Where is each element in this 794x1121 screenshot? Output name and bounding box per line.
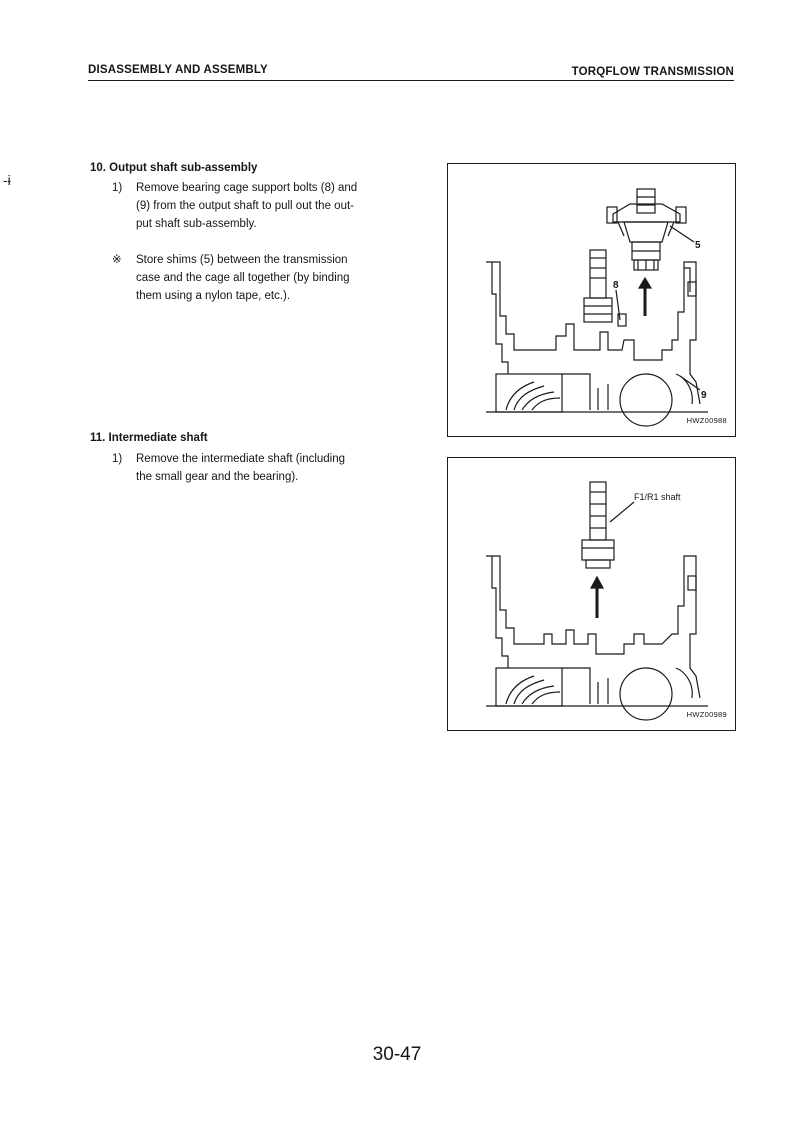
- step-text-line: (9) from the output shaft to pull out the out-: [136, 200, 354, 212]
- note-store-shims: [112, 251, 412, 307]
- section-title-intermediate-shaft: 11. Intermediate shaft: [90, 432, 208, 444]
- step-remove-bearing-cage-bolts: [112, 179, 412, 235]
- page-number: 30-47: [372, 1044, 422, 1065]
- note-text-line: case and the cage all together (by binding: [136, 272, 350, 284]
- margin-mark: -ɨ: [3, 172, 11, 188]
- figure-intermediate-shaft-removal: [447, 457, 736, 731]
- header-section-title: DISASSEMBLY AND ASSEMBLY: [88, 64, 268, 76]
- callout-8: 8: [613, 280, 619, 291]
- callout-9: 9: [701, 390, 707, 401]
- note-symbol: ※: [112, 254, 122, 266]
- step-number: 1): [112, 453, 123, 465]
- figure-output-shaft-drawing: [448, 164, 735, 436]
- figure-code: HWZ00988: [686, 416, 727, 425]
- shaft-label: F1/R1 shaft: [634, 492, 681, 502]
- figure-code: HWZ00989: [686, 710, 727, 719]
- header-rule: [88, 80, 734, 81]
- figure-output-shaft-removal: [447, 163, 736, 437]
- step-number: 1): [112, 182, 123, 194]
- step-text-line: the small gear and the bearing).: [136, 471, 299, 483]
- header-manual-title: TORQFLOW TRANSMISSION: [571, 66, 734, 78]
- figure-intermediate-shaft-drawing: [448, 458, 735, 730]
- note-text-line: Store shims (5) between the transmission: [136, 254, 348, 266]
- step-text-line: put shaft sub-assembly.: [136, 218, 257, 230]
- step-text-line: Remove the intermediate shaft (including: [136, 453, 346, 465]
- section-title-output-shaft: 10. Output shaft sub-assembly: [90, 162, 258, 174]
- note-text-line: them using a nylon tape, etc.).: [136, 290, 291, 302]
- callout-5: 5: [695, 240, 701, 251]
- step-text-line: Remove bearing cage support bolts (8) and: [136, 182, 358, 194]
- step-remove-intermediate-shaft: [112, 450, 412, 490]
